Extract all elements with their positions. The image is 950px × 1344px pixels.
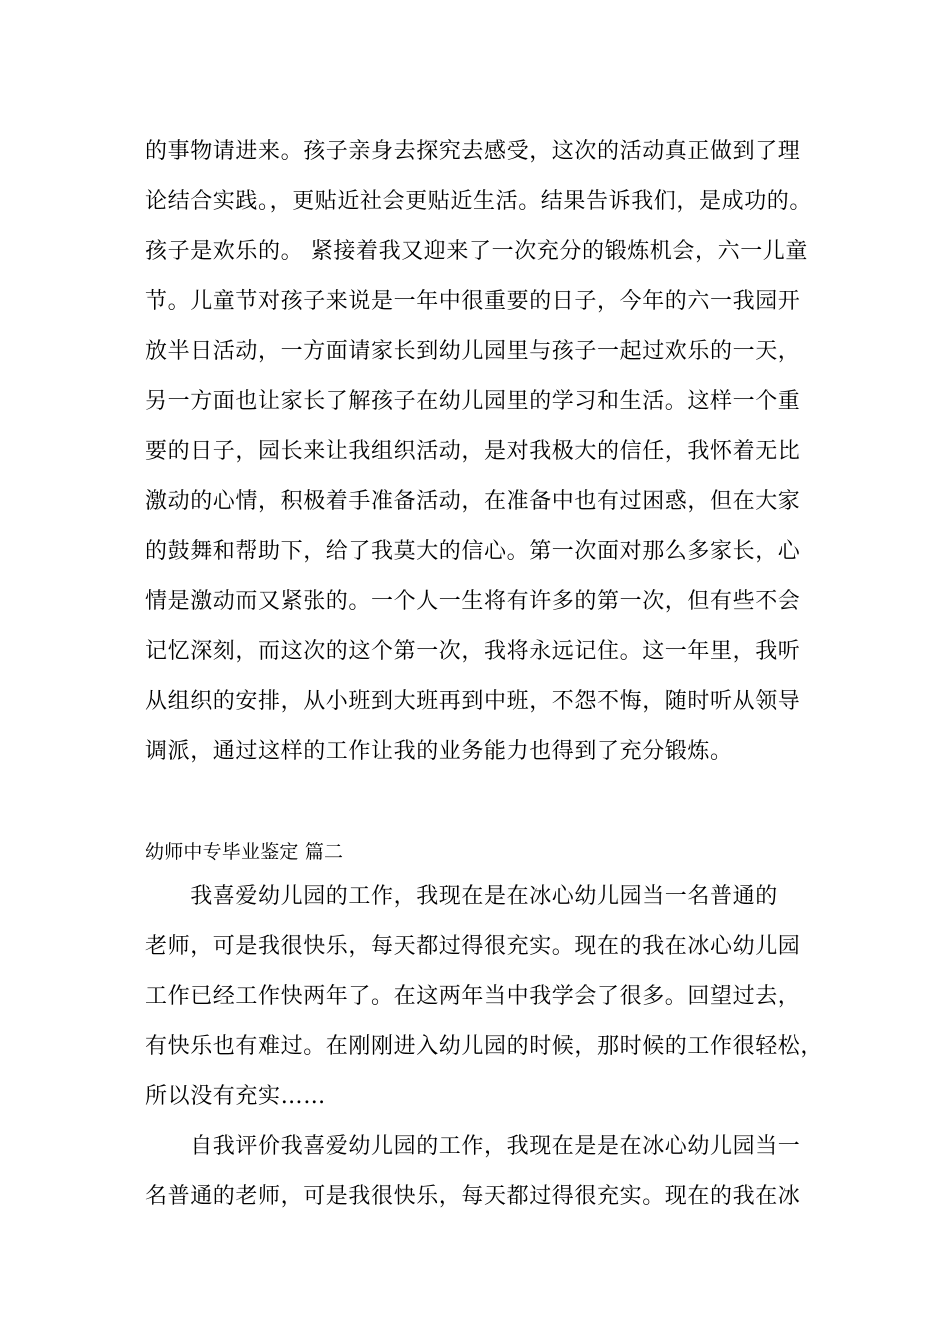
paragraph-line: 要的日子，园长来让我组织活动，是对我极大的信任，我怀着无比 <box>145 439 801 464</box>
paragraph-line: 情是激动而又紧张的。一个人一生将有许多的第一次，但有些不会 <box>145 589 801 614</box>
paragraph-line: 论结合实践。，更贴近社会更贴近生活。结果告诉我们，是成功的。 <box>145 189 813 214</box>
paragraph-line: 有快乐也有难过。在刚刚进入幼儿园的时候，那时候的工作很轻松， <box>145 1034 824 1059</box>
paragraph-line: 记忆深刻，而这次的这个第一次，我将永远记住。这一年里，我听 <box>145 639 801 664</box>
paragraph-line: 工作已经工作快两年了。在这两年当中我学会了很多。回望过去， <box>145 984 801 1009</box>
paragraph-line: 我喜爱幼儿园的工作，我现在是在冰心幼儿园当一名普通的 <box>145 884 778 909</box>
paragraph-line: 节。儿童节对孩子来说是一年中很重要的日子，今年的六一我园开 <box>145 289 801 314</box>
paragraph-line: 从组织的安排，从小班到大班再到中班，不怨不悔，随时听从领导 <box>145 689 801 714</box>
paragraph-line: 放半日活动，一方面请家长到幼儿园里与孩子一起过欢乐的一天， <box>145 339 801 364</box>
paragraph-line: 自我评价我喜爱幼儿园的工作，我现在是是在冰心幼儿园当一 <box>145 1134 801 1159</box>
paragraph-line: 另一方面也让家长了解孩子在幼儿园里的学习和生活。这样一个重 <box>145 389 801 414</box>
paragraph-line: 激动的心情，积极着手准备活动，在准备中也有过困惑，但在大家 <box>145 489 801 514</box>
paragraph-line: 的鼓舞和帮助下，给了我莫大的信心。第一次面对那么多家长，心 <box>145 539 801 564</box>
paragraph-line: 所以没有充实…… <box>145 1084 326 1109</box>
paragraph-line: 名普通的老师，可是我很快乐，每天都过得很充实。现在的我在冰 <box>145 1184 801 1209</box>
section-heading: 幼师中专毕业鉴定 篇二 <box>145 841 344 863</box>
paragraph-line: 孩子是欢乐的。 紧接着我又迎来了一次充分的锻炼机会，六一儿童 <box>145 239 808 264</box>
paragraph-line: 的事物请进来。孩子亲身去探究去感受，这次的活动真正做到了理 <box>145 139 801 164</box>
paragraph-line: 老师，可是我很快乐，每天都过得很充实。现在的我在冰心幼儿园 <box>145 934 801 959</box>
paragraph-line: 调派，通过这样的工作让我的业务能力也得到了充分锻炼。 <box>145 739 733 764</box>
